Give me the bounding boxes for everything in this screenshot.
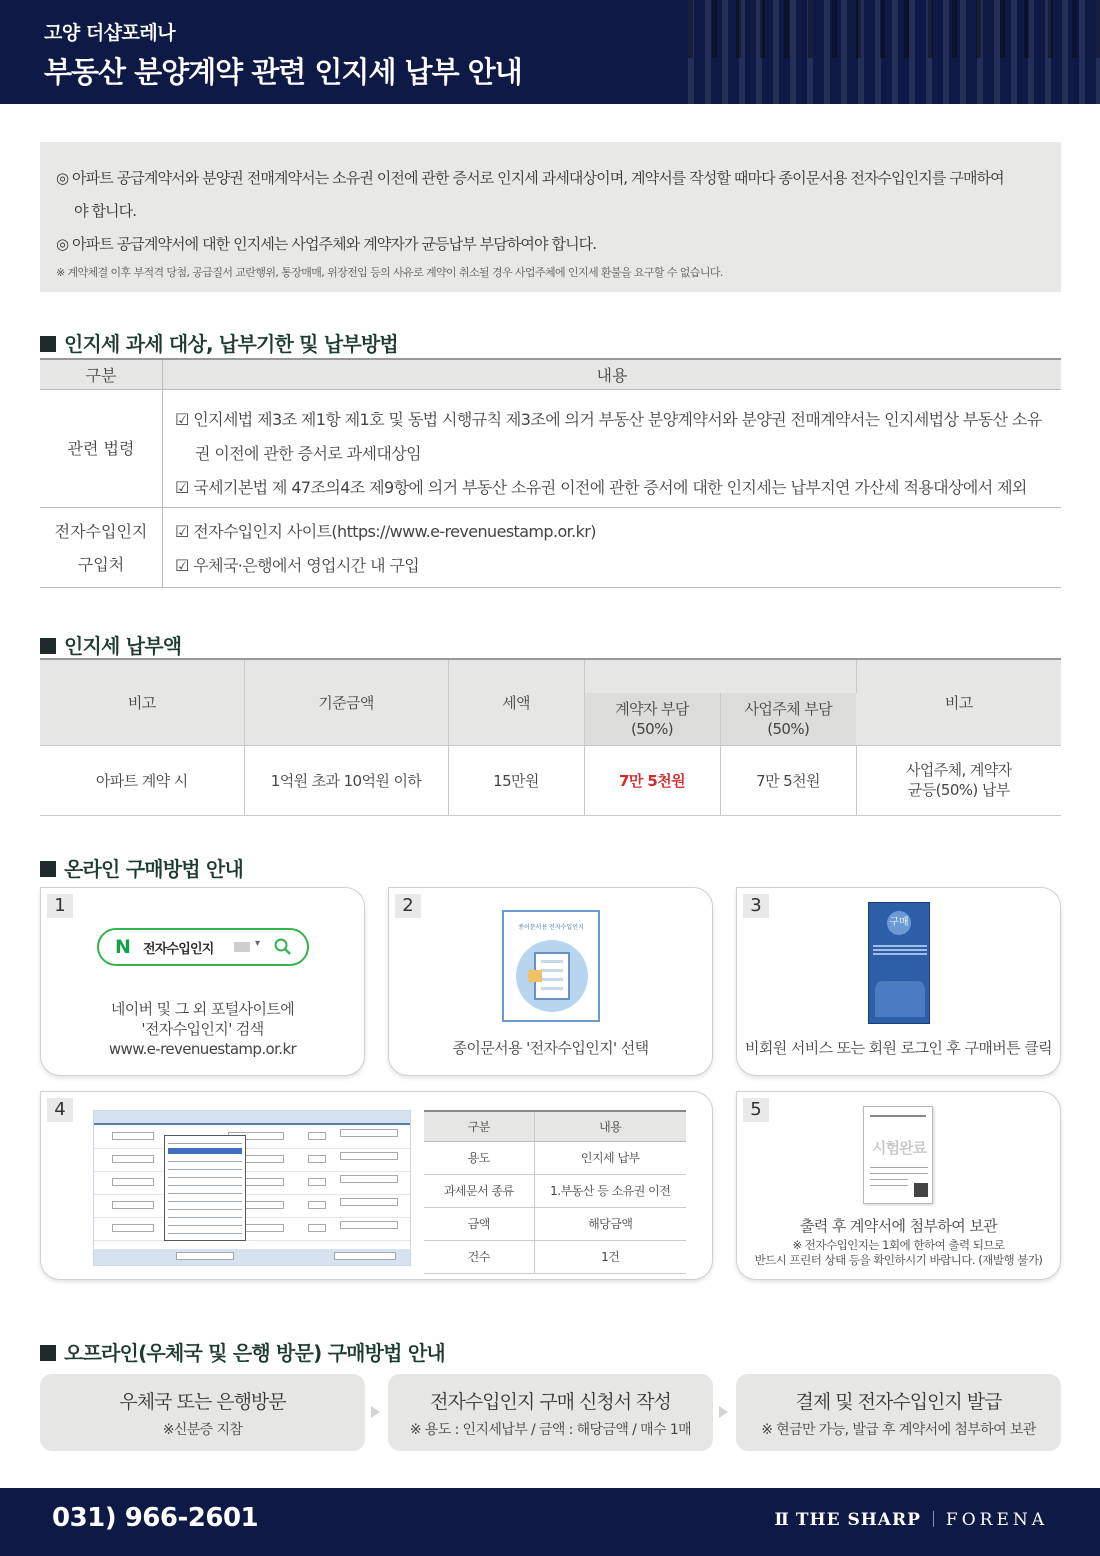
row-value: 해당금액 [534,1207,686,1240]
table-header-row [424,1111,686,1141]
form-select [112,1224,154,1232]
step-number: 5 [743,1098,769,1122]
row-value: 인지세 납부 [534,1141,686,1174]
step-card-4 [40,1091,713,1280]
cell-note-2 [856,745,1061,815]
document-type-dropdown [164,1135,246,1241]
cell-biz-share: 7만 5천원 [720,745,856,815]
form-row-line [94,1194,410,1195]
table-row-laws [40,390,1061,508]
step-caption-1: 출력 후 계약서에 첨부하여 보관 [799,1217,998,1235]
paper-line [870,1179,908,1180]
form-header-bar [94,1111,410,1125]
form-sum [340,1221,398,1229]
row-key: 금액 [424,1207,534,1240]
form-sum [340,1129,398,1137]
step-number: 1 [47,894,73,918]
row-label-purchase [40,508,163,587]
header-category: 구분 [40,360,163,389]
step-caption-url: www.e-revenuestamp.or.kr [108,1040,297,1058]
project-name: 고양 더샵포레나 [44,22,176,44]
form-row-line [94,1217,410,1218]
row-content-laws [163,390,1061,507]
offline-step-title: 전자수입인지 구매 신청서 작성 [430,1391,671,1413]
header-base-amount: 기준금액 [244,659,448,745]
hand-card-icon [875,981,925,1017]
offline-step-note: ※ 용도 : 인지세납부 / 금액 : 해당금액 / 매수 1매 [409,1422,692,1438]
header-note: 비고 [40,659,244,745]
section-title-tax-amount [40,630,181,659]
law-item-1: ☑ 인지세법 제3조 제1항 제1호 및 동법 시행규칙 제3조에 의거 부동산 분양계약서와 분양권 전매계약서는 인지세법상 부동산 소유 [175,410,1042,429]
contact-phone[interactable]: 031) 966-2601 [52,1503,259,1533]
step-caption-1: 비회원 서비스 또는 회원 로그인 후 구매버튼 클릭 [745,1039,1052,1057]
table-row [424,1174,686,1207]
arrow-right-icon [371,1406,380,1418]
table-row-purchase [40,508,1061,588]
cell-note-2-b: 균등(50%) 납부 [907,781,1010,799]
step-number: 2 [395,894,421,918]
arrow-right-icon [719,1406,728,1418]
step-caption-1: 종이문서용 '전자수입인지' 선택 [452,1039,649,1057]
row-label-purchase-b: 구입처 [77,554,125,574]
cell-buyer-share: 7만 5천원 [584,745,720,815]
row-value: 1.부동산 등 소유권 이전 [534,1174,686,1207]
header-tax: 세액 [448,659,584,745]
table-row [424,1240,686,1273]
paper-line [870,1173,928,1174]
header-content: 내용 [596,366,628,385]
section-title-text: 오프라인(우체국 및 은행 방문) 구매방법 안내 [64,1341,445,1365]
form-count [308,1201,326,1209]
search-query: 전자수입인지 [143,942,214,957]
offline-step-3 [736,1374,1061,1451]
brand-name-1: THE SHARP [795,1510,921,1530]
form-sum [340,1152,398,1160]
form-row-line [94,1240,410,1241]
step-caption-1: 네이버 및 그 외 포털사이트에 [110,1000,295,1018]
step-number: 3 [743,894,769,918]
row-key: 과세문서 종류 [424,1174,534,1207]
qr-code-icon [914,1183,928,1197]
row-content-purchase [163,508,1061,587]
header-buyer-share-b: (50%) [630,719,674,738]
doc-label: 종이문서용 전자수입인지 [518,924,584,931]
brand-mark-icon: Ⅱ [774,1510,790,1530]
notice-footnote: ※ 계약체결 이후 부적격 당첨, 공급질서 교란행위, 통장매매, 위장전입 등의 사유로 계약이 취소될 경우 사업주체에 인지세 환불을 요구할 수 없습니다. [56,266,723,279]
form-select [112,1178,154,1186]
header-note-2: 비고 [856,659,1061,745]
purchase-item-site[interactable]: ☑ 전자수입인지 사이트(https://www.e-revenuestamp.or.kr) [175,522,596,541]
cell-tax: 15만원 [448,745,584,815]
offline-step-2 [388,1374,713,1451]
form-count [308,1155,326,1163]
header-decoration-dark [688,0,1100,58]
page-title: 부동산 분양계약 관련 인지세 납부 안내 [44,55,522,89]
header-share-group [584,659,856,693]
offline-step-1 [40,1374,365,1451]
brand-divider [933,1511,934,1527]
notice-line-2: ◎ 아파트 공급계약서에 대한 인지세는 사업주체와 계약자가 균등납부 부담하여야 합니다. [56,235,597,253]
notice-line-1: ◎ 아파트 공급계약서와 분양권 전매계약서는 소유권 이전에 관한 증서로 인지세 과세대상이며, 계약서를 작성할 때마다 종이문서용 전자수입인지를 구매하여 [56,169,1004,187]
form-select [112,1155,154,1163]
form-row-line [94,1148,410,1149]
offline-step-title: 우체국 또는 은행방문 [119,1391,286,1413]
offline-step-title: 결제 및 전자수입인지 발급 [795,1391,1002,1413]
form-count [308,1178,326,1186]
page-header [0,0,1100,104]
notice-box [40,142,1061,292]
form-count [308,1224,326,1232]
clipboard-icon [534,952,570,1000]
tax-target-table [40,358,1061,588]
naver-search-box[interactable] [97,928,309,966]
form-select [112,1201,154,1209]
form-sum [340,1198,398,1206]
header-biz-share-a: 사업주체 부담 [744,699,832,718]
section-title-offline [40,1337,445,1366]
brand-logo [775,1510,1048,1530]
dropdown-icon: ▾ [255,938,261,949]
row-label-purchase-a: 전자수입인지 [54,521,148,541]
section-title-text: 인지세 납부액 [64,634,182,658]
stamp-watermark: 시험완료 [872,1139,926,1157]
law-item-2: ☑ 국세기본법 제 47조의4조 제9항에 의거 부동산 소유권 이전에 관한 증서에 대한 인지세는 납부지연 가산세 적용대상에서 제외 [175,478,1027,497]
step-card-3 [736,887,1061,1076]
header-biz-share [720,693,856,745]
tax-amount-table [40,658,1061,816]
table-header-row [40,360,1061,390]
header-buyer-share [584,693,720,745]
form-select [112,1132,154,1140]
step-note-1: ※ 전자수입인지는 1회에 한하여 출력 되므로 [792,1238,1005,1252]
cell-note-2-a: 사업주체, 계약자 [905,761,1012,779]
page-footer [0,1488,1100,1556]
step-card-1 [40,887,365,1076]
brand-name-2: FORENA [945,1510,1048,1530]
header-category: 구분 [424,1111,534,1141]
row-value: 1건 [534,1240,686,1273]
offline-step-note: ※ 현금만 가능, 발급 후 계약서에 첨부하여 보관 [761,1422,1036,1438]
section-title-text: 온라인 구매방법 안내 [64,857,244,881]
section-bullet-icon [40,336,56,352]
form-guide-table [424,1110,686,1274]
buy-bubble-icon: 구매 [887,911,911,935]
notice-line-1-cont: 야 합니다. [74,202,137,220]
offline-step-note: ※신분증 지참 [162,1422,243,1438]
form-sum [340,1175,398,1183]
total-count-input [334,1252,396,1260]
row-label-laws: 관련 법령 [40,390,163,507]
table-row [424,1207,686,1240]
form-count [308,1132,326,1140]
section-bullet-icon [40,861,56,877]
search-icon[interactable] [273,937,293,957]
form-footer-bar [94,1249,410,1265]
section-bullet-icon [40,1345,56,1361]
section-title-online [40,853,243,882]
purchase-form-screenshot [93,1110,411,1266]
paper-line [870,1185,908,1186]
purchase-banner-illustration [868,902,930,1024]
form-row-line [94,1171,410,1172]
step-card-5 [736,1091,1061,1280]
paper-heading-line [870,1115,926,1117]
total-amount-input [176,1252,234,1260]
step-note-2: 반드시 프린터 상태 등을 확인하시기 바랍니다. (재발행 불가) [754,1253,1043,1267]
paper-stamp-illustration [502,910,600,1022]
cell-note: 아파트 계약 시 [40,745,244,815]
purchase-item-offline: ☑ 우체국·은행에서 영업시간 내 구입 [175,556,420,575]
printed-stamp-illustration [863,1106,933,1204]
header-buyer-share-a: 계약자 부담 [615,699,689,718]
table-row [424,1141,686,1174]
naver-logo-icon: N [115,936,131,958]
paper-line [870,1167,928,1168]
banner-text-lines [873,943,927,957]
step-number: 4 [47,1098,73,1122]
header-content: 내용 [534,1111,686,1141]
keyboard-icon [234,942,250,952]
header-biz-share-b: (50%) [767,719,810,738]
law-item-1-cont: 권 이전에 관한 증서로 과세대상임 [195,444,421,463]
cell-base-amount: 1억원 초과 10억원 이하 [244,745,448,815]
step-card-2 [388,887,713,1076]
row-key: 건수 [424,1240,534,1273]
section-title-text: 인지세 과세 대상, 납부기한 및 납부방법 [64,332,398,356]
row-key: 용도 [424,1141,534,1174]
section-title-tax-target [40,328,398,357]
section-bullet-icon [40,638,56,654]
step-caption-2: '전자수입인지' 검색 [141,1020,264,1038]
